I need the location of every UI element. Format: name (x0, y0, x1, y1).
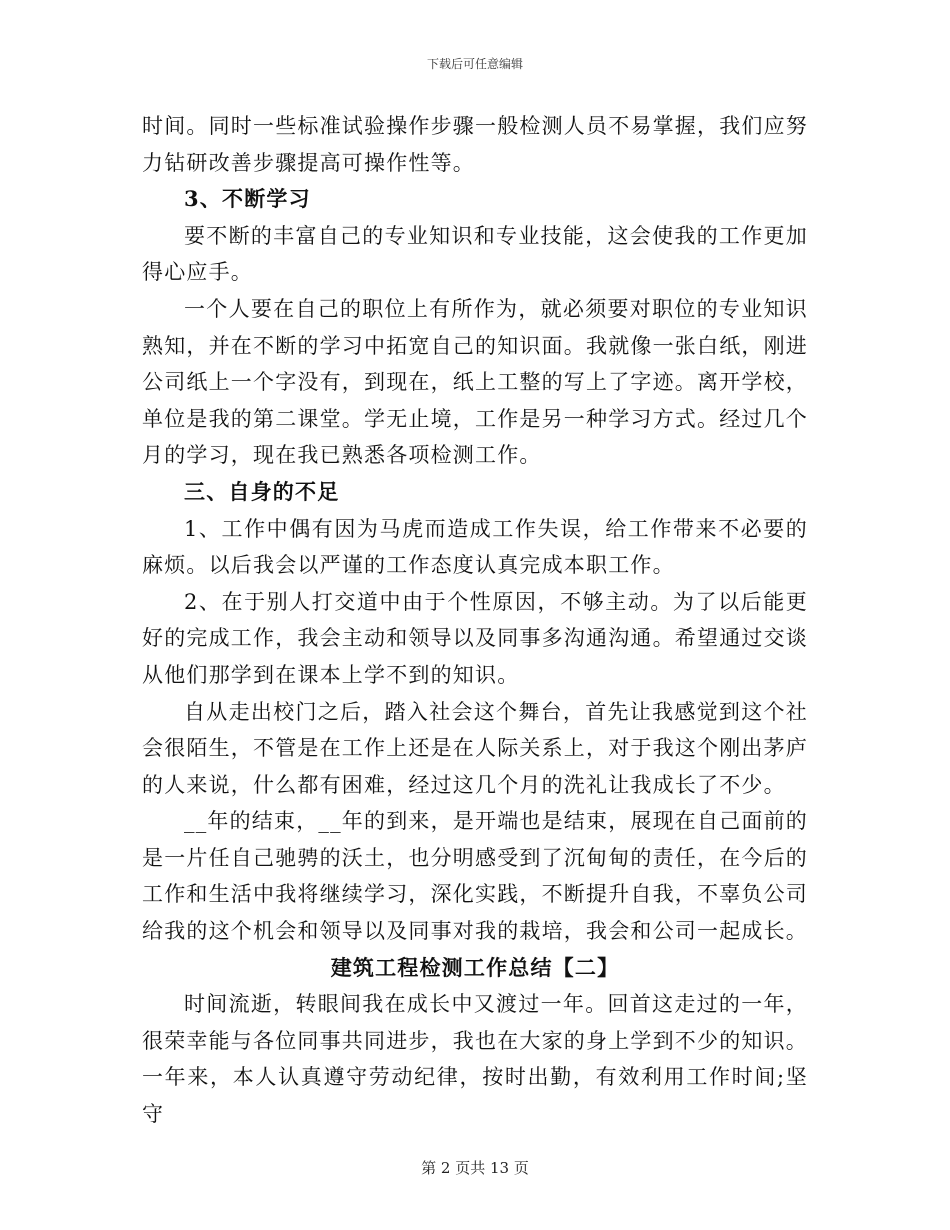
paragraph: 时间流逝，转眼间我在成长中又渡过一年。回首这走过的一年，很荣幸能与各位同事共同进步，我也在大家的身上学到不少的知识。一年来，本人认真遵守劳动纪律，按时出勤，有效利用工作时间;坚守 (142, 992, 808, 1127)
document-body (142, 108, 808, 1133)
paragraph: 一个人要在自己的职位上有所作为，就必须要对职位的专业知识熟知，并在不断的学习中拓宽自己的知识面。我就像一张白纸，刚进公司纸上一个字没有，到现在，纸上工整的写上了字迹。离开学校，单位是我的第二课堂。学无止境，工作是另一种学习方式。经过几个月的学习，现在我已熟悉各项检测工作。 (142, 296, 808, 468)
section-heading: 3、不断学习 (184, 186, 311, 212)
paragraph: 时间。同时一些标准试验操作步骤一般检测人员不易掌握，我们应努力钻研改善步骤提高可操作性等。 (142, 114, 808, 175)
section-heading: 三、自身的不足 (184, 478, 340, 504)
paragraph: 2、在于别人打交道中由于个性原因，不够主动。为了以后能更好的完成工作，我会主动和领导以及同事多沟通沟通。希望通过交谈从他们那学到在课本上学不到的知识。 (142, 589, 808, 687)
page-header: 下载后可任意编辑 (426, 57, 523, 71)
paragraph: __年的结束，__年的到来，是开端也是结束，展现在自己面前的是一片任自己驰骋的沃土，也分明感受到了沉甸甸的责任，在今后的工作和生活中我将继续学习，深化实践，不断提升自我，不辜负公司给我的这个机会和领导以及同事对我的栽培，我会和公司一起成长。 (142, 809, 808, 944)
paragraph: 要不断的丰富自己的专业知识和专业技能，这会使我的工作更加得心应手。 (142, 223, 808, 285)
paragraph: 自从走出校门之后，踏入社会这个舞台，首先让我感觉到这个社会很陌生，不管是在工作上还是在人际关系上，对于我这个刚出茅庐的人来说，什么都有困难，经过这几个月的洗礼让我成长了不少。 (142, 699, 808, 797)
paragraph: 1、工作中偶有因为马虎而造成工作失误，给工作带来不必要的麻烦。以后我会以严谨的工作态度认真完成本职工作。 (142, 516, 808, 578)
page-footer: 第 2 页共 13 页 (421, 1159, 529, 1177)
section-title: 建筑工程检测工作总结【二】 (330, 954, 620, 980)
